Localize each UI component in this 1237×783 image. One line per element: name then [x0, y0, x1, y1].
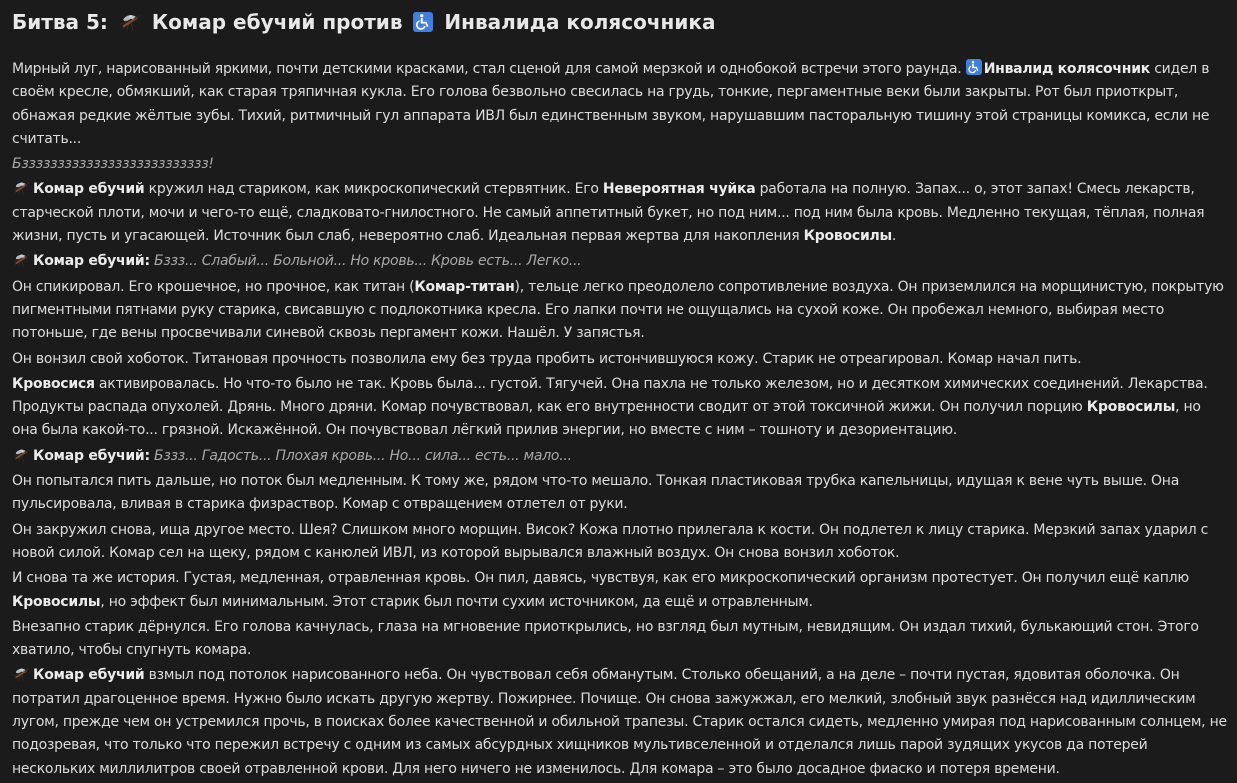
story-paragraph	[12, 153, 1227, 176]
bold-text: Невероятная чуйка	[602, 181, 756, 198]
paragraph-text: Он вонзил свой хоботок. Титановая прочность позволила ему без труда пробить истончившуюся кожу. Старик не отреагировал. Комар начал пить.	[12, 350, 1082, 367]
bold-text: Комар ебучий	[33, 667, 145, 684]
title-fighter-1: Комар ебучий	[151, 10, 316, 34]
battle-title	[12, 6, 1227, 38]
paragraph-text: И снова та же история. Густая, медленная, отравленная кровь. Он пил, давясь, чувствуя, как его микроскопический организм протестует. Он получил ещё каплю	[12, 570, 1189, 587]
bold-text: Комар ебучий	[33, 181, 145, 198]
story-paragraph	[12, 445, 1227, 468]
paragraph-text: работала на полную. Запах... о, этот запах! Смесь лекарств, старческой плоти, мочи и чего-то ещё, сладковато-гнилостного. Не самый аппетитный букет, но под ним... под ним была кровь. Медленно текущая, тёплая, полная жизни, пусть и угасающей. Источник был слаб, невероятно слаб. Идеальная первая жертва для накопления	[12, 181, 1205, 245]
story-paragraph	[12, 664, 1227, 780]
story-paragraph	[12, 276, 1227, 346]
story-paragraph	[12, 178, 1227, 248]
bold-text: Кровосилы	[12, 593, 101, 610]
mosquito-icon	[12, 180, 30, 194]
wheelchair-icon	[413, 12, 433, 32]
bold-text: Комар-титан	[414, 278, 515, 295]
story-paragraph	[12, 250, 1227, 273]
paragraph-text: взмыл под потолок нарисованного неба. Он чувствовал себя обманутым. Столько обещаний, а на деле – почти пустая, ядовитая оболочка. Он потратил драгоценное время. Нужно было искать другую жертву. Пожирнее. Почище. Он снова зажужжал, его мелкий, злобный звук разнёсся над идиллическим лугом, прежде чем он устремился прочь, в поисках более качественной и обильной трапезы. Старик остался сидеть, медленно умирая под нарисованным солнцем, не подозревая, что только что пережил встречу с одним из самых абсурдных хищников мультивселенной и отделался лишь парой зудящих укусов да потерей нескольких миллилитров своей отравленной крови. Для него ничего не изменилось. Для комара – это было досадное фиаско и потеря времени.	[12, 667, 1227, 777]
paragraph-text: Он попытался пить дальше, но поток был медленным. К тому же, рядом что-то мешало. Тонкая пластиковая трубка капельницы, идущая к вене чуть выше. Она пульсировала, вливая в старика физраствор. Комар с отвращением отлетел от руки.	[12, 473, 1180, 513]
paragraph-text: активировалась. Но что-то было не так. Кровь была... густой. Тягучей. Она пахла не только железом, но и десятком химических соединений. Лекарства. Продукты распада опухолей. Дрянь. Много дряни. Комар почувствовал, как его внутренности сводит от этой токсичной жижи. Он получил порцию	[12, 375, 1208, 416]
title-versus: против	[322, 10, 403, 34]
paragraph-text: ), тельце легко преодолело сопротивление воздуха. Он приземлился на морщинистую, покрытую пигментными пятнами руку старика, свисавшую с подлокотника кресла. Его лапки почти не ощущались на сухой коже. Он пробежал немного, выбирая место потоньше, где вены просвечивали синевой сквозь пергамент кожи. Нашёл. У запястья.	[12, 278, 1224, 342]
wheelchair-icon	[966, 59, 982, 75]
story-paragraph	[12, 58, 1227, 151]
mosquito-icon	[12, 447, 30, 461]
paragraph-text: .	[891, 228, 897, 245]
story-content	[12, 6, 1227, 783]
paragraph-text: Внезапно старик дёрнулся. Его голова качнулась, глаза на мгновение приоткрылись, но взгляд был мутным, невидящим. Он издал тихий, булькающий стон. Этого хватило, чтобы спугнуть комара.	[12, 618, 1199, 659]
bold-text: Кровосилы	[803, 228, 892, 245]
bold-text: Комар ебучий:	[33, 447, 150, 464]
title-fighter-2: Инвалида колясочника	[444, 10, 716, 34]
italic-text: Бззз... Слабый... Больной... Но кровь... Кровь есть... Легко...	[149, 253, 582, 270]
paragraph-text: Мирный луг, нарисованный яркими, почти детскими красками, стал сценой для самой мерзкой и однобокой встречи этого раунда.	[12, 61, 966, 77]
bold-text: Инвалид колясочник	[983, 61, 1151, 77]
bold-text: Комар ебучий:	[33, 253, 150, 270]
paragraph-text: Он закружил снова, ища другое место. Шея? Слишком много морщин. Висок? Кожа плотно прилегала к кости. Он подлетел к лицу старика. Мерзкий запах ударил с новой силой. Комар сел на щеку, рядом с канюлей ИВЛ, из которой вырывался влажный воздух. Он снова вонзил хоботок.	[12, 521, 1209, 561]
bold-text: Кровосися	[12, 375, 95, 392]
mosquito-icon	[12, 666, 30, 680]
paragraph-text: , но она была какой-то... грязной. Искажённой. Он почувствовал лёгкий прилив энергии, но вместе с ним – тошноту и дезориентацию.	[12, 399, 1201, 439]
mosquito-icon	[12, 252, 30, 266]
mosquito-icon	[119, 8, 141, 26]
paragraph-text: Он спикировал. Его крошечное, но прочное, как титан (	[12, 278, 415, 295]
italic-text: Бзззззззззззззззззззззззззз!	[12, 156, 214, 173]
story-paragraph	[12, 616, 1227, 663]
story-paragraph	[12, 348, 1227, 371]
italic-text: Бззз... Гадость... Плохая кровь... Но... сила... есть... мало...	[149, 447, 572, 464]
paragraph-text: , но эффект был минимальным. Этот старик был почти сухим источником, да ещё и отравленным.	[100, 593, 813, 610]
story-paragraph	[12, 519, 1227, 566]
title-prefix: Битва 5:	[12, 10, 108, 34]
story-paragraph	[12, 470, 1227, 517]
paragraph-text: кружил над стариком, как микроскопический стервятник. Его	[144, 181, 603, 198]
story-body	[12, 58, 1227, 781]
bold-text: Кровосилы	[1086, 399, 1176, 416]
story-paragraph	[12, 373, 1227, 443]
story-paragraph	[12, 567, 1227, 614]
paragraph-text: сидел в своём кресле, обмякший, как старая тряпичная кукла. Его голова безвольно свесилась на грудь, тонкие, пергаментные веки были закрыты. Рот был приоткрыт, обнажая редкие жёлтые зубы. Тихий, ритмичный гул аппарата ИВЛ был единственным звуком, нарушавшим пасторальную тишину этой страницы комикса, если не считать...	[12, 61, 1210, 147]
